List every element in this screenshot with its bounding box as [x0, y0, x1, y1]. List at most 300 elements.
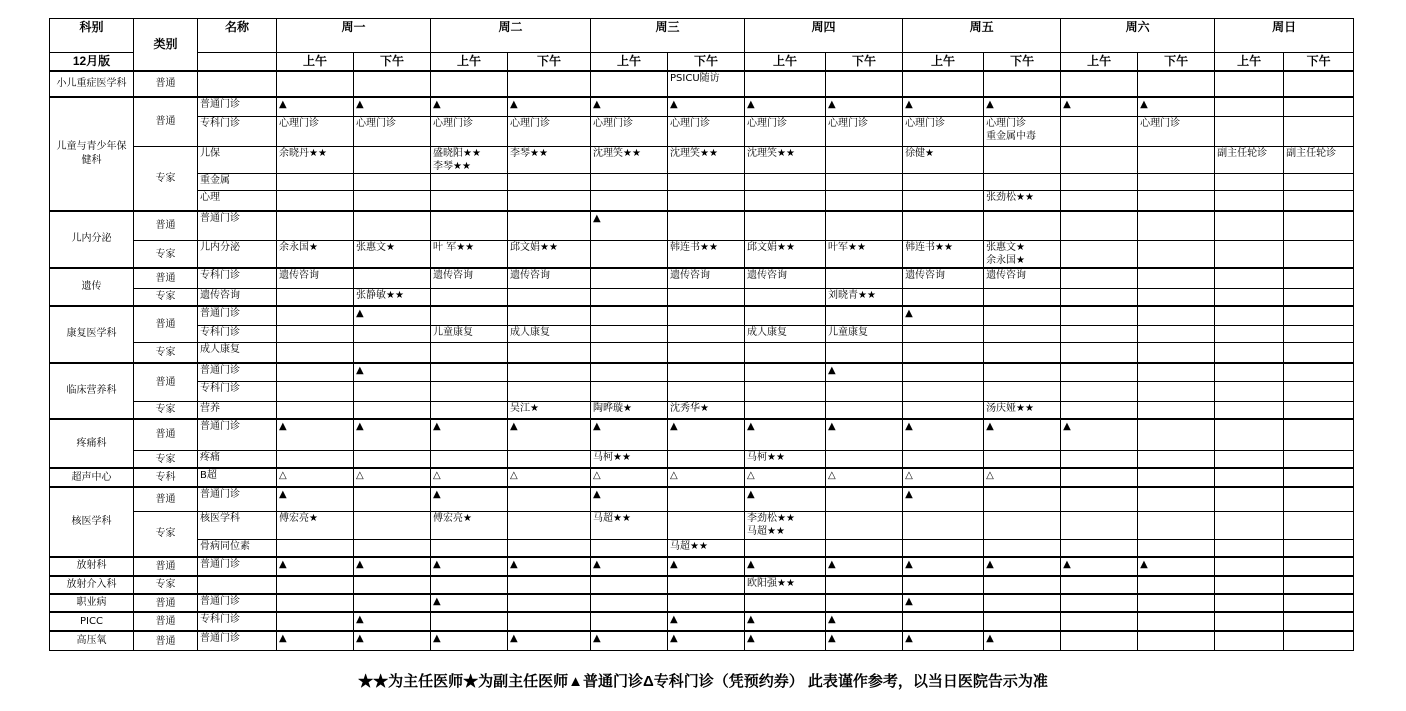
- header-day-5-text: 周六: [1125, 20, 1150, 34]
- schedule-slot: [903, 450, 984, 468]
- schedule-slot-text: ▲: [279, 421, 287, 433]
- schedule-slot: [277, 71, 354, 97]
- schedule-slot: [1138, 468, 1215, 487]
- schedule-slot-text: ▲: [433, 489, 441, 501]
- schedule-slot: [745, 487, 826, 511]
- schedule-slot: [1138, 241, 1215, 269]
- header-am-text: 上午: [931, 53, 956, 68]
- header-pm: [984, 53, 1061, 71]
- schedule-slot: [591, 97, 668, 116]
- schedule-slot: [354, 512, 431, 540]
- category-label-text: 专科: [155, 472, 176, 484]
- header-pm-text: 下午: [852, 53, 877, 68]
- schedule-slot: [591, 594, 668, 612]
- schedule-row: [50, 71, 1354, 97]
- header-am-text: 上午: [302, 53, 327, 68]
- schedule-slot-text: 副主任轮诊: [1286, 147, 1337, 159]
- schedule-slot-text: 欧阳强★★: [747, 577, 795, 589]
- schedule-slot: [354, 363, 431, 382]
- department-label-text: 遗传: [81, 280, 102, 292]
- schedule-slot: [668, 241, 745, 269]
- schedule-slot: [1138, 116, 1215, 146]
- schedule-slot: [354, 401, 431, 419]
- schedule-slot-text: 遗传咨询: [279, 270, 319, 282]
- schedule-slot: [903, 306, 984, 326]
- schedule-slot-text: 沈秀华★: [670, 402, 709, 414]
- schedule-slot: [354, 468, 431, 487]
- schedule-slot: [277, 268, 354, 288]
- clinic-name-text: 心理: [200, 191, 220, 203]
- schedule-slot-text: ▲: [670, 98, 678, 110]
- schedule-slot: [354, 190, 431, 210]
- clinic-name: [198, 557, 277, 576]
- schedule-slot-text: 徐健★: [905, 147, 935, 159]
- schedule-slot: [1138, 512, 1215, 540]
- schedule-slot: [591, 512, 668, 540]
- header-day-3: [745, 19, 903, 53]
- clinic-name-text: 遗传咨询: [200, 289, 240, 301]
- schedule-slot: [277, 306, 354, 326]
- schedule-slot: [277, 576, 354, 594]
- schedule-slot: [277, 190, 354, 210]
- clinic-name: [198, 190, 277, 210]
- schedule-slot-text: ▲: [1063, 558, 1071, 570]
- schedule-slot-text: ▲: [828, 364, 836, 376]
- department-label-text: 超声中心: [71, 471, 112, 483]
- schedule-slot: [745, 173, 826, 190]
- schedule-slot: [1215, 326, 1284, 343]
- schedule-slot: [508, 576, 591, 594]
- schedule-slot: [1284, 468, 1354, 487]
- schedule-slot: [354, 116, 431, 146]
- department-label: [50, 594, 134, 612]
- header-pm-text: 下午: [380, 53, 405, 68]
- category-label: [134, 241, 198, 269]
- schedule-slot-text: 张惠文★: [356, 242, 395, 254]
- schedule-slot: [668, 173, 745, 190]
- schedule-slot: [1138, 557, 1215, 576]
- clinic-name-text: 普通门诊: [200, 364, 240, 376]
- schedule-slot: [1215, 211, 1284, 241]
- clinic-name: [198, 211, 277, 241]
- schedule-slot-text: △: [828, 470, 836, 482]
- header-category: [134, 19, 198, 71]
- schedule-slot: [591, 71, 668, 97]
- schedule-slot: [591, 363, 668, 382]
- schedule-slot: [354, 557, 431, 576]
- schedule-slot: [431, 343, 508, 363]
- schedule-slot: [1284, 557, 1354, 576]
- schedule-slot: [903, 576, 984, 594]
- schedule-slot: [354, 97, 431, 116]
- schedule-slot: [826, 268, 903, 288]
- schedule-slot: [508, 487, 591, 511]
- schedule-slot: [826, 487, 903, 511]
- schedule-slot: [903, 326, 984, 343]
- schedule-slot: [277, 343, 354, 363]
- header-pm: [508, 53, 591, 71]
- schedule-row: [50, 146, 1354, 173]
- schedule-slot: [668, 116, 745, 146]
- schedule-slot: [1061, 97, 1138, 116]
- schedule-slot: [431, 382, 508, 401]
- department-label: [50, 419, 134, 468]
- schedule-row: [50, 401, 1354, 419]
- schedule-row: [50, 487, 1354, 511]
- header-dept-text: 科别: [79, 20, 104, 34]
- schedule-slot: [431, 116, 508, 146]
- schedule-slot: [984, 97, 1061, 116]
- clinic-name-text: 专科门诊: [200, 117, 240, 129]
- clinic-name-text: 成人康复: [200, 344, 240, 356]
- clinic-name-text: 疼痛: [200, 451, 220, 463]
- schedule-slot: [1284, 487, 1354, 511]
- schedule-slot-text: ▲: [593, 558, 601, 570]
- schedule-slot: [826, 576, 903, 594]
- schedule-slot-text: ▲: [593, 633, 601, 645]
- department-label: [50, 557, 134, 576]
- header-version-text: 12月版: [72, 53, 111, 68]
- schedule-slot: [1138, 540, 1215, 557]
- schedule-slot: [1215, 540, 1284, 557]
- schedule-slot-text: ▲: [670, 558, 678, 570]
- category-label-text: 专家: [155, 347, 176, 359]
- schedule-slot-text: 心理门诊: [510, 117, 551, 129]
- schedule-slot: [1215, 576, 1284, 594]
- schedule-slot-text: ▲: [905, 421, 913, 433]
- department-label: [50, 97, 134, 211]
- schedule-slot: [508, 268, 591, 288]
- schedule-slot: [745, 97, 826, 116]
- clinic-name: [198, 468, 277, 487]
- schedule-slot: [1284, 71, 1354, 97]
- schedule-row: [50, 382, 1354, 401]
- schedule-slot: [591, 382, 668, 401]
- schedule-slot: [1284, 211, 1354, 241]
- schedule-slot-text: 吴江★: [510, 402, 539, 414]
- header-pm-text: 下午: [1010, 53, 1035, 68]
- schedule-slot: [1284, 116, 1354, 146]
- schedule-slot-text: 遗传咨询: [510, 270, 551, 282]
- schedule-slot: [1215, 401, 1284, 419]
- category-label: [134, 450, 198, 468]
- schedule-slot-text: 陶晔璇★: [593, 402, 632, 414]
- schedule-slot: [1138, 419, 1215, 450]
- schedule-slot: [431, 190, 508, 210]
- schedule-slot: [354, 343, 431, 363]
- schedule-slot: [277, 116, 354, 146]
- schedule-slot: [1215, 512, 1284, 540]
- schedule-slot-text: △: [670, 470, 678, 482]
- schedule-slot: [668, 211, 745, 241]
- schedule-slot: [903, 116, 984, 146]
- schedule-slot: [668, 326, 745, 343]
- header-category-text: 类别: [153, 36, 178, 51]
- schedule-slot: [591, 116, 668, 146]
- schedule-slot-text: 遗传咨询: [747, 270, 788, 282]
- schedule-slot-text: ▲: [747, 614, 755, 626]
- schedule-slot: [1284, 594, 1354, 612]
- schedule-slot: [1138, 401, 1215, 419]
- schedule-row: [50, 419, 1354, 450]
- header-am: [745, 53, 826, 71]
- schedule-slot-text: 李琴★★: [510, 147, 548, 159]
- schedule-slot: [826, 241, 903, 269]
- schedule-slot-text: ▲: [905, 98, 913, 110]
- clinic-name-text: 儿内分泌: [200, 242, 240, 254]
- schedule-slot: [745, 450, 826, 468]
- schedule-slot: [745, 288, 826, 305]
- clinic-name-text: 普通门诊: [200, 633, 240, 645]
- header-pm-text: 下午: [1306, 53, 1331, 68]
- department-label: [50, 631, 134, 650]
- department-label: [50, 268, 134, 305]
- schedule-slot: [984, 512, 1061, 540]
- schedule-slot: [984, 363, 1061, 382]
- schedule-slot: [354, 71, 431, 97]
- schedule-slot: [1284, 612, 1354, 631]
- schedule-slot: [1284, 401, 1354, 419]
- category-label-text: 普通: [155, 494, 176, 506]
- schedule-slot: [826, 631, 903, 650]
- schedule-slot: [354, 326, 431, 343]
- schedule-slot: [277, 540, 354, 557]
- schedule-slot: [591, 401, 668, 419]
- department-label-text: 疼痛科: [76, 437, 107, 449]
- schedule-slot: [826, 363, 903, 382]
- schedule-slot-text: 傅宏亮★: [279, 513, 318, 525]
- category-label-text: 普通: [155, 597, 176, 609]
- category-label-text: 普通: [155, 429, 176, 441]
- schedule-slot-text: ▲: [279, 489, 287, 501]
- category-label-text: 普通: [155, 635, 176, 647]
- schedule-slot: [984, 382, 1061, 401]
- schedule-slot: [277, 241, 354, 269]
- clinic-name: [198, 594, 277, 612]
- schedule-slot-text: ▲: [356, 633, 364, 645]
- schedule-slot: [903, 512, 984, 540]
- schedule-slot: [826, 468, 903, 487]
- schedule-slot-text: ▲: [279, 98, 287, 110]
- schedule-slot: [903, 612, 984, 631]
- schedule-slot: [745, 557, 826, 576]
- header-pm: [826, 53, 903, 71]
- schedule-slot: [1061, 363, 1138, 382]
- schedule-slot: [1061, 382, 1138, 401]
- schedule-slot-text: 傅宏亮★: [433, 513, 472, 525]
- clinic-name: [198, 97, 277, 116]
- schedule-slot: [668, 540, 745, 557]
- header-am: [1215, 53, 1284, 71]
- schedule-slot: [826, 173, 903, 190]
- schedule-slot: [745, 363, 826, 382]
- schedule-slot: [984, 631, 1061, 650]
- department-label: [50, 71, 134, 97]
- clinic-name: [198, 173, 277, 190]
- schedule-slot: [591, 190, 668, 210]
- schedule-slot: [591, 557, 668, 576]
- schedule-slot-text: ▲: [510, 98, 518, 110]
- schedule-slot-text: ▲: [986, 98, 994, 110]
- clinic-name: [198, 382, 277, 401]
- schedule-slot: [826, 71, 903, 97]
- schedule-slot-text: ▲: [747, 558, 755, 570]
- schedule-slot: [745, 401, 826, 419]
- header-day-0: [277, 19, 431, 53]
- department-label-text: 职业病: [76, 597, 107, 609]
- schedule-slot-text: 马超★★: [593, 513, 631, 525]
- schedule-slot: [745, 190, 826, 210]
- clinic-name: [198, 268, 277, 288]
- schedule-slot: [1284, 363, 1354, 382]
- schedule-slot-text: 沈理笑★★: [747, 147, 795, 159]
- schedule-slot: [508, 173, 591, 190]
- schedule-row: [50, 326, 1354, 343]
- schedule-slot: [1061, 190, 1138, 210]
- schedule-slot-text: ▲: [279, 558, 287, 570]
- schedule-slot-text: 心理门诊: [279, 117, 319, 129]
- header-pm: [1284, 53, 1354, 71]
- schedule-row: [50, 268, 1354, 288]
- schedule-slot-text: ▲: [828, 421, 836, 433]
- schedule-slot: [508, 146, 591, 173]
- schedule-slot: [354, 146, 431, 173]
- schedule-slot-text: 遗传咨询: [670, 270, 711, 282]
- schedule-slot: [354, 382, 431, 401]
- header-am: [903, 53, 984, 71]
- schedule-slot: [984, 612, 1061, 631]
- schedule-slot: [668, 97, 745, 116]
- schedule-slot: [984, 71, 1061, 97]
- schedule-slot: [277, 288, 354, 305]
- schedule-slot: [1215, 173, 1284, 190]
- schedule-slot: [354, 211, 431, 241]
- schedule-slot: [1284, 343, 1354, 363]
- category-label: [134, 419, 198, 450]
- schedule-slot: [1138, 382, 1215, 401]
- schedule-slot: [1061, 343, 1138, 363]
- schedule-slot: [984, 343, 1061, 363]
- schedule-slot: [903, 401, 984, 419]
- clinic-name: [198, 288, 277, 305]
- schedule-slot: [591, 631, 668, 650]
- clinic-name-text: 普通门诊: [200, 596, 240, 608]
- schedule-row: [50, 97, 1354, 116]
- schedule-slot: [277, 419, 354, 450]
- schedule-slot-text: ▲: [986, 558, 994, 570]
- schedule-slot: [1061, 241, 1138, 269]
- department-label: [50, 576, 134, 594]
- schedule-slot: [1284, 146, 1354, 173]
- category-label: [134, 612, 198, 631]
- schedule-slot: [1215, 468, 1284, 487]
- schedule-slot: [826, 288, 903, 305]
- department-label: [50, 468, 134, 487]
- clinic-name: [198, 116, 277, 146]
- department-label-text: PICC: [80, 615, 103, 627]
- schedule-slot-text: ▲: [356, 364, 364, 376]
- schedule-slot: [1061, 288, 1138, 305]
- schedule-slot: [508, 71, 591, 97]
- clinic-name: [198, 363, 277, 382]
- schedule-slot: [354, 268, 431, 288]
- clinic-name: [198, 450, 277, 468]
- header-day-1: [431, 19, 591, 53]
- schedule-row: [50, 306, 1354, 326]
- department-label: [50, 363, 134, 419]
- schedule-slot: [431, 211, 508, 241]
- schedule-slot-text: 叶军★★: [828, 242, 866, 254]
- schedule-slot: [984, 211, 1061, 241]
- schedule-slot: [668, 594, 745, 612]
- schedule-slot: [1138, 288, 1215, 305]
- schedule-slot-text: 心理门诊: [1140, 117, 1181, 129]
- schedule-slot: [826, 450, 903, 468]
- schedule-slot: [431, 97, 508, 116]
- department-label-text: 高压氧: [76, 635, 107, 647]
- category-label-text: 普通: [155, 318, 176, 330]
- schedule-slot-text: ▲: [593, 98, 601, 110]
- schedule-slot-text: ▲: [828, 633, 836, 645]
- schedule-slot: [431, 146, 508, 173]
- schedule-slot: [431, 594, 508, 612]
- schedule-slot-text: ▲: [986, 633, 994, 645]
- schedule-slot: [1061, 557, 1138, 576]
- schedule-slot: [1284, 173, 1354, 190]
- category-label: [134, 512, 198, 557]
- header-day-2: [591, 19, 745, 53]
- clinic-name-text: 核医学科: [200, 513, 240, 525]
- category-label: [134, 268, 198, 288]
- schedule-slot: [903, 468, 984, 487]
- category-label: [134, 306, 198, 343]
- schedule-slot: [1138, 612, 1215, 631]
- schedule-slot: [277, 594, 354, 612]
- schedule-slot: [354, 288, 431, 305]
- header-am: [277, 53, 354, 71]
- schedule-row: [50, 241, 1354, 269]
- schedule-slot: [1138, 594, 1215, 612]
- schedule-slot: [431, 419, 508, 450]
- schedule-slot-text: ▲: [1140, 558, 1148, 570]
- schedule-slot-text: PSICU随访: [670, 72, 720, 84]
- schedule-slot: [745, 631, 826, 650]
- schedule-slot: [431, 612, 508, 631]
- schedule-slot: [745, 576, 826, 594]
- schedule-slot: [1138, 576, 1215, 594]
- schedule-slot: [1061, 612, 1138, 631]
- header-am: [591, 53, 668, 71]
- schedule-slot: [903, 419, 984, 450]
- schedule-slot: [508, 557, 591, 576]
- schedule-slot: [1284, 288, 1354, 305]
- category-label: [134, 97, 198, 146]
- category-label: [134, 631, 198, 650]
- schedule-slot: [1061, 631, 1138, 650]
- schedule-slot: [745, 306, 826, 326]
- schedule-slot-text: △: [747, 470, 755, 482]
- schedule-slot: [508, 211, 591, 241]
- header-name: [198, 19, 277, 53]
- schedule-row: [50, 512, 1354, 540]
- clinic-name-text: 普通门诊: [200, 98, 240, 110]
- schedule-slot: [1284, 241, 1354, 269]
- schedule-slot: [668, 450, 745, 468]
- schedule-slot: [984, 468, 1061, 487]
- schedule-slot: [591, 419, 668, 450]
- schedule-slot: [431, 487, 508, 511]
- schedule-slot: [354, 612, 431, 631]
